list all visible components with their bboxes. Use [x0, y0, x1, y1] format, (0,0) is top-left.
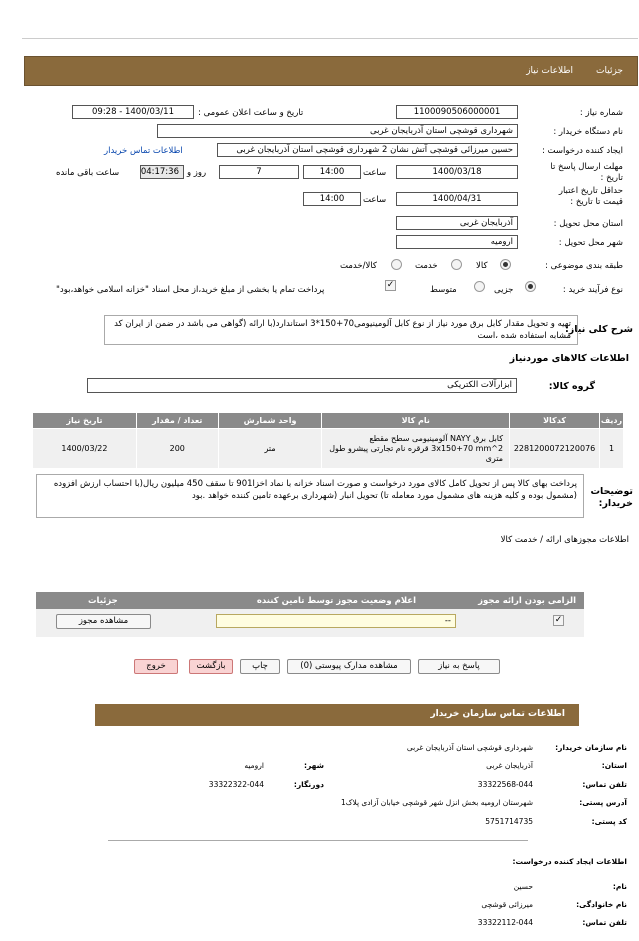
col-permit-required: الزامی بودن ارائه مجوز [478, 596, 576, 606]
city-contact-label: شهر: [304, 761, 324, 770]
city-label: شهر محل تحویل : [558, 238, 623, 248]
cell-row: 1 [600, 429, 624, 469]
buyer-contact-link[interactable]: اطلاعات تماس خریدار [104, 146, 183, 156]
postal-label: کد پستی: [591, 817, 627, 826]
process-medium-label: متوسط [430, 285, 457, 295]
attachments-button[interactable]: مشاهده مدارک پیوستی (0) [287, 659, 411, 674]
category-service-label: خدمت [415, 261, 438, 271]
postal-value: 5751714735 [485, 817, 533, 826]
remaining-label: ساعت باقی مانده [56, 168, 120, 178]
creator-label: ایجاد کننده درخواست : [541, 146, 623, 156]
category-both-label: کالا/خدمت [340, 261, 377, 271]
org-value: شهرداری قوشچی استان آذربایجان غربی [406, 743, 533, 752]
print-button[interactable]: چاپ [240, 659, 280, 674]
days-field: 7 [219, 165, 299, 179]
cell-code: 2281200072120076 [510, 429, 600, 469]
goods-title: اطلاعات کالاهای موردنیاز [509, 353, 629, 364]
goods-group-label: گروه کالا: [548, 381, 595, 392]
col-row: ردیف [600, 413, 624, 429]
contact-section-header [95, 704, 579, 726]
phone-label: تلفن تماس: [582, 780, 627, 789]
exit-button[interactable]: خروج [134, 659, 178, 674]
validity-date-field: 1400/04/31 [396, 192, 518, 206]
need-number-field: 1100090506000001 [396, 105, 518, 119]
category-service-radio[interactable] [451, 259, 462, 270]
validity-hour-field: 14:00 [303, 192, 361, 206]
city-field: ارومیه [396, 235, 518, 249]
family-label: نام خانوادگی: [576, 900, 627, 909]
remaining-time-field: 04:17:36 [140, 165, 184, 179]
summary-text: تهیه و تحویل مقدار کابل برق مورد نیاز از نوع کابل آلومینیومی70+150*3 استاندارد(با ارائه (گواهی می باشد در ضمن از ایران کد مشابه استفاده شده ،است [104, 315, 578, 345]
payment-checkbox[interactable]: ✓ [386, 280, 395, 290]
org-label: نام سازمان خریدار: [555, 743, 627, 752]
permits-table [36, 592, 584, 637]
category-goods-radio[interactable] [500, 259, 511, 270]
goods-table-header [33, 413, 624, 429]
deadline-hour-field: 14:00 [303, 165, 361, 179]
back-button[interactable]: بازگشت [189, 659, 233, 674]
cell-date: 1400/03/22 [33, 429, 137, 469]
col-permit-details: جزئیات [88, 596, 118, 606]
buyer-notes-text: پرداخت بهای کالا پس از تحویل کامل کالای مورد درخواست و صورت اسناد خزانه با نماد اخزا901 تا سقف 450 میلیون ریال(با احتساب ارزش افزوده (مشمول بوده و کلیه هزینه های مشمول مورد معامله تا) تحویل انبار (شهرداری برعهده تامین کننده خواهد .بود [36, 474, 584, 518]
validity-label: حداقل تاریخ اعتبار قیمت تا تاریخ : [558, 186, 623, 207]
page-header-bar [24, 56, 638, 86]
creator-phone-value: 33322112-044 [477, 918, 533, 927]
goods-group-field: ابزارآلات الکتریکی [87, 378, 517, 393]
tab-need-info[interactable]: اطلاعات نیاز [526, 66, 573, 76]
payment-note: پرداخت تمام یا بخشی از مبلغ خرید،از محل اسناد "خزانه اسلامی خواهد،بود" [56, 285, 325, 295]
category-label: طبقه بندی موضوعی : [545, 261, 623, 271]
process-label: نوع فرآیند خرید : [562, 285, 623, 295]
contact-divider [108, 840, 528, 841]
address-value: شهرستان ارومیه بخش انزل شهر قوشچی خیابان آزادی پلاک1 [340, 798, 533, 807]
contact-section-title: اطلاعات تماس سازمان خریدار [430, 709, 565, 719]
goods-table [32, 412, 624, 469]
process-medium-radio[interactable] [474, 281, 485, 292]
cell-qty: 200 [136, 429, 218, 469]
days-label: روز و [187, 168, 207, 178]
creator-field: حسین میرزائی قوشچی آتش نشان 2 شهرداری قوشچی استان آذربایجان غربی [217, 143, 518, 157]
announce-field: 1400/03/11 - 09:28 [72, 105, 194, 119]
permit-required-checkbox: ✓ [554, 615, 563, 625]
fax-label: دورنگار: [293, 780, 324, 789]
province-label: استان محل تحویل : [553, 219, 623, 229]
need-number-label: شماره نیاز : [579, 108, 623, 118]
state-value: آذربایجان غربی [486, 761, 533, 770]
buyer-notes-label: توضیحات خریدار: [590, 486, 633, 509]
process-partial-radio[interactable] [525, 281, 536, 292]
phone-value: 33322568-044 [477, 780, 533, 789]
deadline-hour-label: ساعت [363, 168, 387, 178]
name-value: حسین [513, 882, 533, 891]
deadline-label: مهلت ارسال پاسخ تا تاریخ : [550, 162, 623, 183]
validity-hour-label: ساعت [363, 195, 387, 205]
province-field: آذربایجان غربی [396, 216, 518, 230]
reply-button[interactable]: پاسخ به نیاز [418, 659, 500, 674]
deadline-date-field: 1400/03/18 [396, 165, 518, 179]
col-name: نام کالا [322, 413, 510, 429]
family-value: میرزائی قوشچی [481, 900, 533, 909]
cell-name: کابل برق NAYY آلومینیومی سطح مقطع 3x150+70 mm^2 قرقره نام تجارتی پیشرو طول متری [322, 429, 510, 469]
view-permit-button[interactable]: مشاهده مجوز [56, 614, 151, 629]
permit-status-field: -- [216, 614, 456, 628]
state-label: استان: [601, 761, 627, 770]
fax-value: 33322322-044 [208, 780, 264, 789]
col-code: کدکالا [510, 413, 600, 429]
category-goods-label: کالا [476, 261, 488, 271]
creator-info-title: اطلاعات ایجاد کننده درخواست: [512, 857, 627, 866]
process-partial-label: جزیی [494, 285, 514, 295]
creator-phone-label: تلفن تماس: [582, 918, 627, 927]
col-permit-status: اعلام وضعیت مجوز توسط تامین کننده [256, 596, 416, 606]
col-date: تاریخ نیاز [33, 413, 137, 429]
city-contact-value: ارومیه [244, 761, 264, 770]
category-both-radio[interactable] [391, 259, 402, 270]
permits-title: اطلاعات مجوزهای ارائه / خدمت کالا [500, 535, 629, 545]
col-qty: تعداد / مقدار [136, 413, 218, 429]
device-field: شهرداری قوشچی استان آذربایجان غربی [157, 124, 518, 138]
device-label: نام دستگاه خریدار : [553, 127, 623, 137]
summary-label: شرح کلی نیاز: [564, 324, 633, 335]
address-label: آدرس پستی: [579, 798, 627, 807]
table-row [33, 429, 624, 469]
tab-details[interactable]: جزئیات [596, 66, 623, 76]
col-unit: واحد شمارش [218, 413, 322, 429]
announce-label: تاریخ و ساعت اعلان عمومی : [198, 108, 304, 118]
top-divider [22, 38, 638, 39]
name-label: نام: [612, 882, 627, 891]
cell-unit: متر [218, 429, 322, 469]
